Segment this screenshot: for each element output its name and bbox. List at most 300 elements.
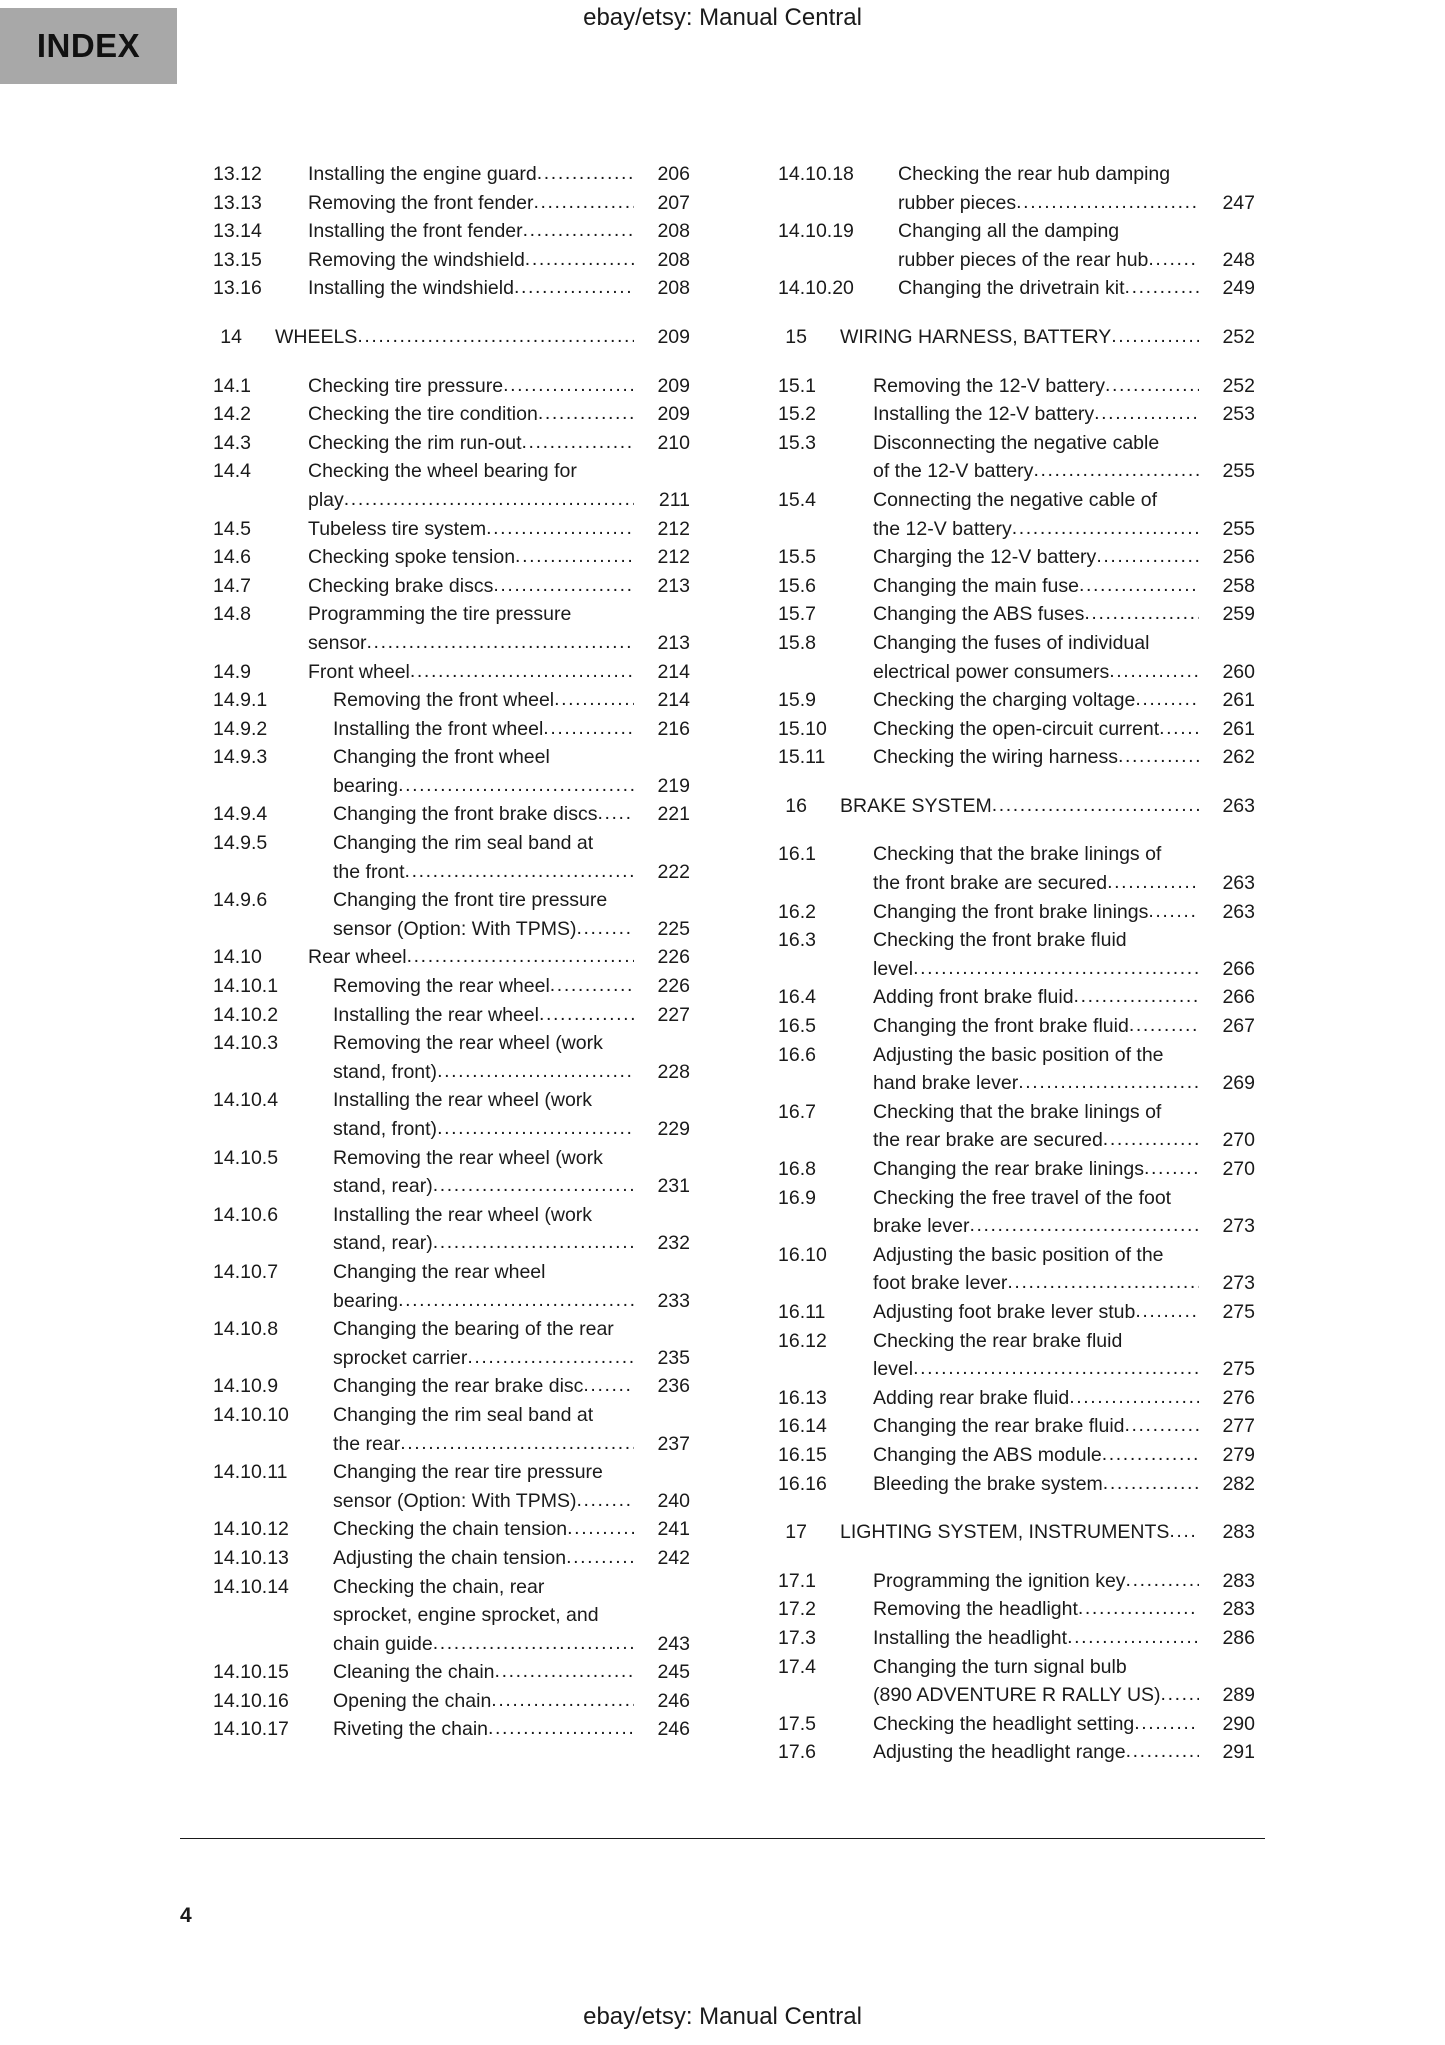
toc-entry-number: 14 — [220, 325, 242, 348]
toc-entry-line — [873, 543, 1255, 572]
toc-entry-number: 14.10.11 — [213, 1461, 288, 1484]
toc-leader-dots — [598, 799, 635, 828]
toc-leader-dots — [1078, 1594, 1199, 1623]
toc-entry-page: 279 — [1222, 1443, 1255, 1466]
toc-entry-line — [308, 189, 690, 218]
toc-leader-dots — [1102, 1440, 1199, 1469]
toc-entry-page: 263 — [1222, 872, 1255, 895]
toc-entry-title: stand, rear) — [333, 1175, 433, 1198]
toc-entry-page: 207 — [657, 191, 690, 214]
toc-entry-line — [873, 1384, 1255, 1413]
toc-entry-number: 14.10.17 — [213, 1718, 289, 1741]
toc-entry-line — [333, 1172, 690, 1201]
toc-entry-number: 16.1 — [778, 843, 816, 866]
toc-entry-line — [873, 1355, 1255, 1384]
toc-entry-number: 14.10.8 — [213, 1318, 279, 1341]
toc-entry-title: Checking the free travel of the foot — [873, 1186, 1172, 1209]
toc-entry-line — [873, 1624, 1255, 1653]
toc-entry-line — [873, 1212, 1255, 1241]
toc-entry-line — [873, 1298, 1255, 1327]
toc-entry-number: 14.10.6 — [213, 1203, 279, 1226]
toc-entry-page: 275 — [1222, 1358, 1255, 1381]
toc-leader-dots — [1105, 371, 1199, 400]
toc-entry-page: 210 — [657, 431, 690, 454]
watermark-bottom: ebay/etsy: Manual Central — [583, 2003, 862, 2030]
toc-entry-body — [873, 572, 1255, 601]
toc-leader-dots — [1118, 742, 1199, 771]
toc-entry-title: Riveting the chain — [333, 1718, 489, 1741]
toc-entry-number: 13.16 — [213, 277, 262, 300]
toc-entry-title: Tubeless tire system — [308, 517, 487, 540]
toc-entry-title: Checking that the brake linings of — [873, 843, 1162, 866]
toc-entry-number: 17.1 — [778, 1569, 816, 1592]
toc-entry-line — [308, 658, 690, 687]
toc-leader-dots — [433, 1228, 634, 1257]
toc-entry[interactable] — [180, 1144, 690, 1201]
toc-entry-line — [333, 1229, 690, 1258]
toc-entry[interactable] — [180, 246, 690, 275]
toc-entry[interactable] — [745, 600, 1255, 629]
toc-entry-number: 14.9.4 — [213, 803, 268, 826]
toc-entry-body — [873, 1098, 1255, 1155]
toc-leader-dots — [433, 1629, 634, 1658]
toc-entry[interactable] — [180, 886, 690, 943]
toc-entry-title: Changing the rear brake fluid — [873, 1415, 1125, 1438]
toc-entry-page: 259 — [1222, 603, 1255, 626]
toc-entry-page: 261 — [1222, 717, 1255, 740]
toc-entry[interactable] — [180, 800, 690, 829]
toc-entry-number: 15.3 — [778, 431, 816, 454]
toc-entry-body — [308, 1372, 690, 1401]
toc-entry[interactable] — [745, 792, 1255, 821]
toc-entry-title: the rear brake are secured — [873, 1129, 1103, 1152]
toc-entry-line — [333, 1430, 690, 1459]
toc-entry-body — [308, 972, 690, 1001]
toc-entry-body — [873, 429, 1255, 486]
toc-leader-dots — [1125, 1411, 1200, 1440]
toc-entry-page: 221 — [657, 803, 690, 826]
toc-entry-line — [333, 915, 690, 944]
toc-entry[interactable] — [180, 743, 690, 800]
toc-entry[interactable] — [180, 1658, 690, 1687]
toc-entry[interactable] — [180, 160, 690, 189]
toc-entry-body — [333, 1658, 690, 1687]
toc-entry-title: Installing the headlight — [873, 1626, 1068, 1649]
toc-entry-page: 209 — [657, 325, 690, 348]
toc-entry-body — [873, 372, 1255, 401]
toc-entry-title: Removing the rear wheel (work — [333, 1146, 603, 1169]
toc-leader-dots — [522, 428, 634, 457]
toc-entry[interactable] — [745, 1710, 1255, 1739]
toc-entry-number: 14.1 — [213, 374, 251, 397]
toc-entry-body — [308, 1201, 690, 1258]
index-tab-label: INDEX — [36, 27, 141, 64]
toc-entry-number: 14.10.13 — [213, 1546, 289, 1569]
toc-entry-body — [898, 160, 1255, 217]
toc-entry-body — [308, 686, 690, 715]
toc-leader-dots — [1126, 1737, 1199, 1766]
toc-entry-body — [807, 792, 1255, 821]
toc-entry[interactable] — [745, 1041, 1255, 1098]
toc-leader-dots — [523, 216, 634, 245]
toc-entry-line — [308, 400, 690, 429]
toc-entry-line — [873, 572, 1255, 601]
toc-entry[interactable] — [180, 1258, 690, 1315]
toc-entry-title: sensor (Option: With TPMS) — [333, 1489, 577, 1512]
toc-leader-dots — [554, 685, 634, 714]
toc-entry[interactable] — [745, 715, 1255, 744]
toc-entry-title: Removing the headlight — [873, 1598, 1078, 1621]
toc-entry[interactable] — [180, 943, 690, 972]
toc-entry-number: 16.16 — [778, 1472, 827, 1495]
toc-entry-number: 16.14 — [778, 1415, 827, 1438]
toc-entry-page: 252 — [1222, 325, 1255, 348]
toc-entry[interactable] — [745, 1624, 1255, 1653]
toc-entry[interactable] — [180, 972, 690, 1001]
toc-entry-body — [308, 743, 690, 800]
toc-entry[interactable] — [180, 1544, 690, 1573]
toc-entry-page: 237 — [657, 1432, 690, 1455]
toc-entry-line — [308, 543, 690, 572]
toc-entry[interactable] — [745, 1470, 1255, 1499]
toc-entry-title: Cleaning the chain — [333, 1661, 495, 1684]
toc-entry-title: Adjusting the chain tension — [333, 1546, 567, 1569]
toc-entry-page: 206 — [657, 163, 690, 185]
toc-entry-number: 14.10.5 — [213, 1146, 279, 1169]
toc-entry-title: Checking the charging voltage — [873, 689, 1136, 712]
toc-entry-page: 258 — [1222, 574, 1255, 597]
toc-entry[interactable] — [180, 1086, 690, 1143]
toc-entry-body — [308, 1258, 690, 1315]
toc-entry[interactable] — [180, 1001, 690, 1030]
toc-leader-dots — [1148, 245, 1199, 274]
toc-entry-line — [873, 926, 1255, 955]
toc-entry[interactable] — [745, 1653, 1255, 1710]
toc-entry-page: 267 — [1222, 1015, 1255, 1038]
toc-entry-body — [873, 1738, 1255, 1767]
toc-entry[interactable] — [745, 486, 1255, 543]
toc-entry[interactable] — [745, 274, 1255, 303]
toc-entry-number: 14.6 — [213, 546, 251, 569]
toc-entry-body — [873, 629, 1255, 686]
toc-entry-title: Changing the turn signal bulb — [873, 1655, 1127, 1678]
toc-entry[interactable] — [180, 274, 690, 303]
toc-entry[interactable] — [745, 323, 1255, 352]
toc-entry-page: 208 — [657, 248, 690, 271]
toc-entry[interactable] — [745, 1241, 1255, 1298]
toc-entry-title: stand, rear) — [333, 1232, 433, 1255]
toc-entry-number: 13.14 — [213, 220, 262, 243]
toc-leader-dots — [1134, 1709, 1199, 1738]
toc-entry[interactable] — [180, 715, 690, 744]
toc-entry-page: 262 — [1222, 746, 1255, 769]
toc-entry[interactable] — [745, 217, 1255, 274]
toc-entry[interactable] — [745, 1384, 1255, 1413]
toc-entry-page: 246 — [657, 1689, 690, 1712]
toc-entry[interactable] — [745, 926, 1255, 983]
toc-entry-page: 253 — [1222, 403, 1255, 426]
toc-entry[interactable] — [745, 400, 1255, 429]
toc-entry-number: 14.8 — [213, 603, 251, 626]
toc-entry-title: Changing the front brake linings — [873, 900, 1149, 923]
toc-entry-title: Checking the chain, rear — [333, 1575, 545, 1598]
toc-entry[interactable] — [180, 543, 690, 572]
toc-entry-title: (890 ADVENTURE R RALLY US) — [873, 1684, 1161, 1707]
toc-entry[interactable] — [745, 429, 1255, 486]
toc-entry-line — [873, 1653, 1255, 1682]
toc-entry-line — [308, 600, 690, 629]
toc-entry[interactable] — [745, 1567, 1255, 1596]
toc-entry[interactable] — [180, 400, 690, 429]
toc-entry-line — [873, 715, 1255, 744]
toc-entry[interactable] — [180, 1515, 690, 1544]
toc-entry[interactable] — [745, 898, 1255, 927]
toc-entry[interactable] — [745, 1441, 1255, 1470]
toc-entry-number: 14.4 — [213, 460, 251, 483]
toc-entry-page: 255 — [1222, 460, 1255, 483]
toc-entry[interactable] — [745, 1412, 1255, 1441]
toc-entry[interactable] — [180, 1715, 690, 1744]
toc-entry-page: 236 — [657, 1375, 690, 1398]
toc-entry-title: Opening the chain — [333, 1689, 492, 1712]
toc-entry[interactable] — [180, 323, 690, 352]
toc-entry-page: 233 — [657, 1289, 690, 1312]
toc-entry-line — [333, 1687, 690, 1716]
toc-entry-page: 290 — [1222, 1712, 1255, 1735]
toc-leader-dots — [567, 1514, 634, 1543]
toc-entry-number: 16.12 — [778, 1329, 827, 1352]
toc-entry-page: 263 — [1222, 900, 1255, 923]
toc-entry-title: the front brake are secured — [873, 872, 1108, 895]
toc-entry-number: 17 — [785, 1521, 807, 1544]
toc-entry-title: Checking the chain tension — [333, 1518, 568, 1541]
toc-entry-line — [873, 1098, 1255, 1127]
toc-entry-body — [308, 600, 690, 657]
toc-entry-line — [333, 1287, 690, 1316]
toc-entry-line — [333, 686, 690, 715]
toc-entry-title: electrical power consumers — [873, 660, 1110, 683]
toc-entry-title: stand, front) — [333, 1118, 438, 1140]
toc-entry-line — [873, 486, 1255, 515]
toc-entry[interactable] — [180, 829, 690, 886]
toc-entry[interactable] — [745, 543, 1255, 572]
toc-entry-title: Installing the rear wheel — [333, 1003, 539, 1026]
toc-leader-dots — [1103, 1125, 1199, 1154]
toc-entry-line — [333, 972, 690, 1001]
toc-entry-number: 14.10.20 — [778, 277, 854, 300]
toc-entry-line — [308, 160, 690, 189]
toc-entry-page: 214 — [657, 689, 690, 712]
toc-entry[interactable] — [180, 1315, 690, 1372]
toc-entry-line — [873, 1012, 1255, 1041]
toc-entry-title: Changing the rim seal band at — [333, 1403, 594, 1426]
toc-entry[interactable] — [745, 1012, 1255, 1041]
toc-entry-title: Checking tire pressure — [308, 374, 504, 397]
toc-leader-dots — [537, 159, 634, 188]
toc-entry-number: 17.2 — [778, 1598, 816, 1621]
toc-entry-page: 235 — [657, 1346, 690, 1369]
toc-entry[interactable] — [180, 658, 690, 687]
toc-leader-dots — [493, 571, 634, 600]
toc-entry-line — [333, 1315, 690, 1344]
toc-entry-title: Changing the front brake fluid — [873, 1015, 1129, 1038]
toc-entry[interactable] — [180, 457, 690, 514]
toc-entry-page: 249 — [1222, 277, 1255, 300]
toc-entry-body — [873, 400, 1255, 429]
toc-entry[interactable] — [180, 1458, 690, 1515]
toc-leader-dots — [486, 514, 634, 543]
toc-entry[interactable] — [180, 372, 690, 401]
toc-entry[interactable] — [180, 600, 690, 657]
toc-leader-dots — [437, 1057, 634, 1086]
toc-entry[interactable] — [745, 983, 1255, 1012]
toc-entry-line — [873, 600, 1255, 629]
toc-entry-title: sensor — [308, 631, 367, 654]
toc-leader-dots — [1161, 1680, 1199, 1709]
toc-leader-dots — [400, 1429, 634, 1458]
toc-entry-page: 211 — [658, 488, 690, 511]
toc-leader-dots — [538, 399, 634, 428]
toc-leader-dots — [992, 791, 1199, 820]
toc-entry-title: Disconnecting the negative cable — [873, 431, 1160, 454]
toc-entry-body — [873, 1624, 1255, 1653]
toc-entry[interactable] — [745, 1155, 1255, 1184]
toc-entry-body — [308, 886, 690, 943]
toc-entry-body — [308, 457, 690, 514]
toc-entry-page: 228 — [657, 1060, 690, 1083]
toc-entry-body — [308, 160, 690, 189]
toc-entry[interactable] — [180, 429, 690, 458]
toc-entry-line — [873, 1041, 1255, 1070]
toc-entry-page: 261 — [1222, 689, 1255, 712]
toc-leader-dots — [398, 1286, 634, 1315]
toc-leader-dots — [969, 1211, 1199, 1240]
toc-entry[interactable] — [745, 1184, 1255, 1241]
toc-entry-title: level — [873, 1358, 914, 1381]
toc-entry[interactable] — [180, 1573, 690, 1659]
toc-entry[interactable] — [180, 217, 690, 246]
toc-entry-page: 245 — [657, 1661, 690, 1684]
toc-leader-dots — [1094, 399, 1199, 428]
toc-leader-dots — [357, 322, 634, 351]
toc-entry[interactable] — [745, 1098, 1255, 1155]
toc-entry-line — [898, 274, 1255, 303]
toc-entry[interactable] — [180, 1029, 690, 1086]
toc-entry[interactable] — [745, 160, 1255, 217]
toc-entry-body — [873, 743, 1255, 772]
toc-entry-page: 266 — [1222, 986, 1255, 1009]
toc-entry-line — [333, 1344, 690, 1373]
toc-entry-line — [873, 1470, 1255, 1499]
toc-entry-line — [308, 217, 690, 246]
toc-leader-dots — [1125, 273, 1199, 302]
toc-entry-title: Changing the rear wheel — [333, 1260, 546, 1283]
toc-entry[interactable] — [745, 686, 1255, 715]
toc-entry-page: 227 — [657, 1003, 690, 1026]
toc-entry[interactable] — [180, 686, 690, 715]
watermark-top: ebay/etsy: Manual Central — [583, 4, 862, 31]
toc-entry-title: WHEELS — [275, 325, 358, 348]
toc-entry-line — [333, 1372, 690, 1401]
toc-entry-title: Removing the rear wheel (work — [333, 1032, 603, 1055]
toc-entry-number: 14.9.1 — [213, 689, 268, 712]
toc-leader-dots — [1103, 1469, 1199, 1498]
toc-leader-dots — [1012, 514, 1199, 543]
toc-entry-line — [333, 1258, 690, 1287]
toc-entry-page: 248 — [1222, 248, 1255, 271]
toc-entry-body — [333, 1515, 690, 1544]
toc-entry-line — [308, 457, 690, 486]
toc-entry-title: Checking spoke tension — [308, 546, 516, 569]
toc-entry-body — [873, 543, 1255, 572]
toc-entry-line — [333, 829, 690, 858]
toc-entry[interactable] — [745, 743, 1255, 772]
toc-entry[interactable] — [180, 572, 690, 601]
toc-leader-dots — [1126, 1566, 1199, 1595]
toc-entry-body — [873, 1653, 1255, 1710]
toc-entry-body — [308, 429, 690, 458]
toc-entry-line — [333, 1601, 690, 1630]
toc-entry[interactable] — [745, 372, 1255, 401]
toc-entry-page: 232 — [657, 1232, 690, 1255]
toc-entry-number: 13.12 — [213, 163, 262, 185]
toc-entry[interactable] — [745, 1518, 1255, 1547]
toc-entry[interactable] — [745, 1327, 1255, 1384]
toc-entry-page: 246 — [657, 1718, 690, 1741]
toc-leader-dots — [488, 1714, 634, 1743]
toc-entry[interactable] — [745, 840, 1255, 897]
toc-entry-page: 276 — [1222, 1386, 1255, 1409]
toc-entry-line — [873, 1412, 1255, 1441]
toc-entry[interactable] — [180, 189, 690, 218]
toc-entry-number: 15 — [785, 325, 807, 348]
toc-entry-title: of the 12-V battery — [873, 460, 1034, 483]
toc-entry-title: Checking the open-circuit current — [873, 717, 1160, 740]
toc-entry[interactable] — [180, 1687, 690, 1716]
toc-entry-title: Removing the front wheel — [333, 689, 555, 712]
toc-entry-title: Programming the tire pressure — [308, 603, 572, 626]
toc-entry[interactable] — [745, 629, 1255, 686]
toc-entry-body — [308, 715, 690, 744]
toc-entry-body — [308, 246, 690, 275]
toc-entry[interactable] — [745, 1298, 1255, 1327]
toc-entry-page: 243 — [657, 1632, 690, 1655]
toc-leader-dots — [583, 1371, 634, 1400]
toc-entry-line — [873, 1738, 1255, 1767]
toc-leader-dots — [550, 971, 634, 1000]
toc-entry[interactable] — [745, 1738, 1255, 1767]
toc-entry-title: Changing the rear tire pressure — [333, 1461, 603, 1484]
toc-entry-line — [333, 1086, 690, 1115]
toc-entry[interactable] — [180, 1401, 690, 1458]
toc-entry-line — [873, 1069, 1255, 1098]
toc-leader-dots — [913, 954, 1199, 983]
toc-entry[interactable] — [745, 1595, 1255, 1624]
toc-entry[interactable] — [745, 572, 1255, 601]
toc-entry-number: 15.8 — [778, 631, 816, 654]
toc-entry-body — [873, 1384, 1255, 1413]
toc-entry[interactable] — [180, 515, 690, 544]
toc-entry-title: Programming the ignition key — [873, 1569, 1126, 1592]
toc-entry-title: Installing the rear wheel (work — [333, 1089, 593, 1112]
toc-entry-title: Checking the rim run-out — [308, 431, 522, 454]
toc-entry[interactable] — [180, 1372, 690, 1401]
toc-entry-line — [873, 429, 1255, 458]
toc-entry-line — [873, 400, 1255, 429]
toc-entry-number: 16.10 — [778, 1243, 827, 1266]
toc-entry-line — [840, 792, 1255, 821]
toc-entry[interactable] — [180, 1201, 690, 1258]
